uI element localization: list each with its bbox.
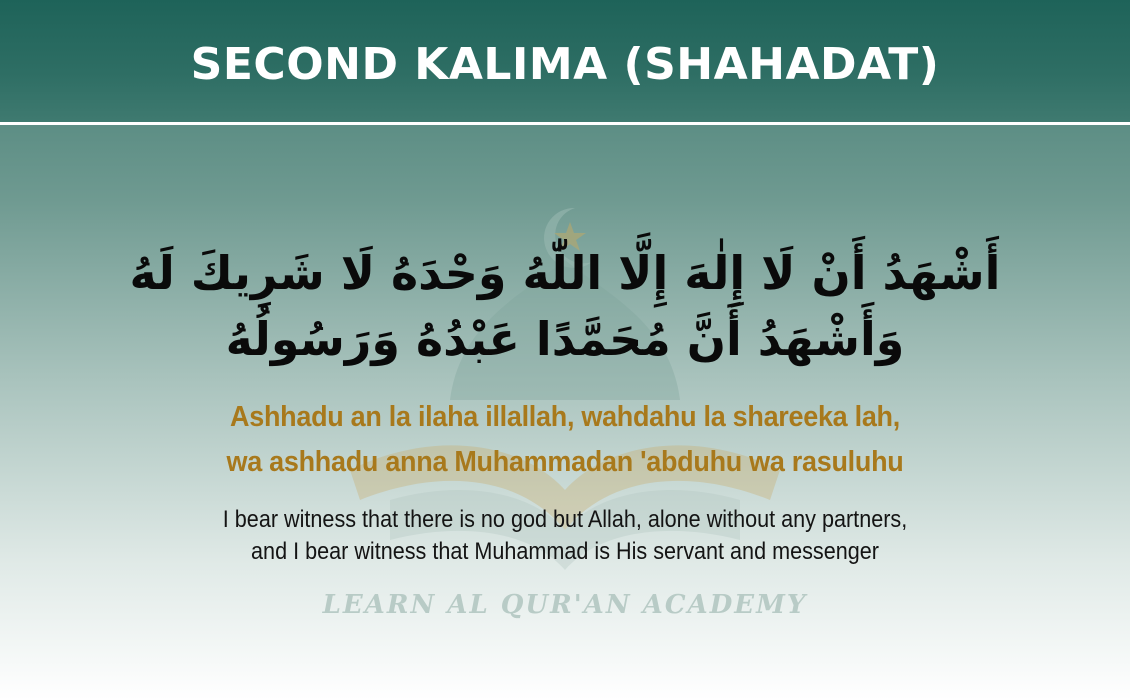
arabic-line-2: وَأَشْهَدُ أَنَّ مُحَمَّدًا عَبْدُهُ وَرَسُولُهُ bbox=[225, 312, 905, 366]
academy-watermark-text: LEARN AL QUR'AN ACADEMY bbox=[322, 590, 808, 620]
page-title: SECOND KALIMA (SHAHADAT) bbox=[190, 38, 940, 90]
header-banner bbox=[0, 0, 1130, 122]
transliteration-line-1: Ashhadu an la ilaha illallah, wahdahu la shareeka lah, bbox=[230, 401, 900, 433]
header-divider bbox=[0, 122, 1130, 125]
translation-line-2: and I bear witness that Muhammad is His servant and messenger bbox=[251, 538, 879, 565]
arabic-line-1: أَشْهَدُ أَنْ لَا إِلٰهَ إِلَّا اللّٰهُ وَحْدَهُ لَا شَرِيكَ لَهُ bbox=[129, 246, 1001, 300]
transliteration-line-2: wa ashhadu anna Muhammadan 'abduhu wa rasuluhu bbox=[226, 446, 904, 478]
translation-line-1: I bear witness that there is no god but Allah, alone without any partners, bbox=[222, 506, 908, 533]
